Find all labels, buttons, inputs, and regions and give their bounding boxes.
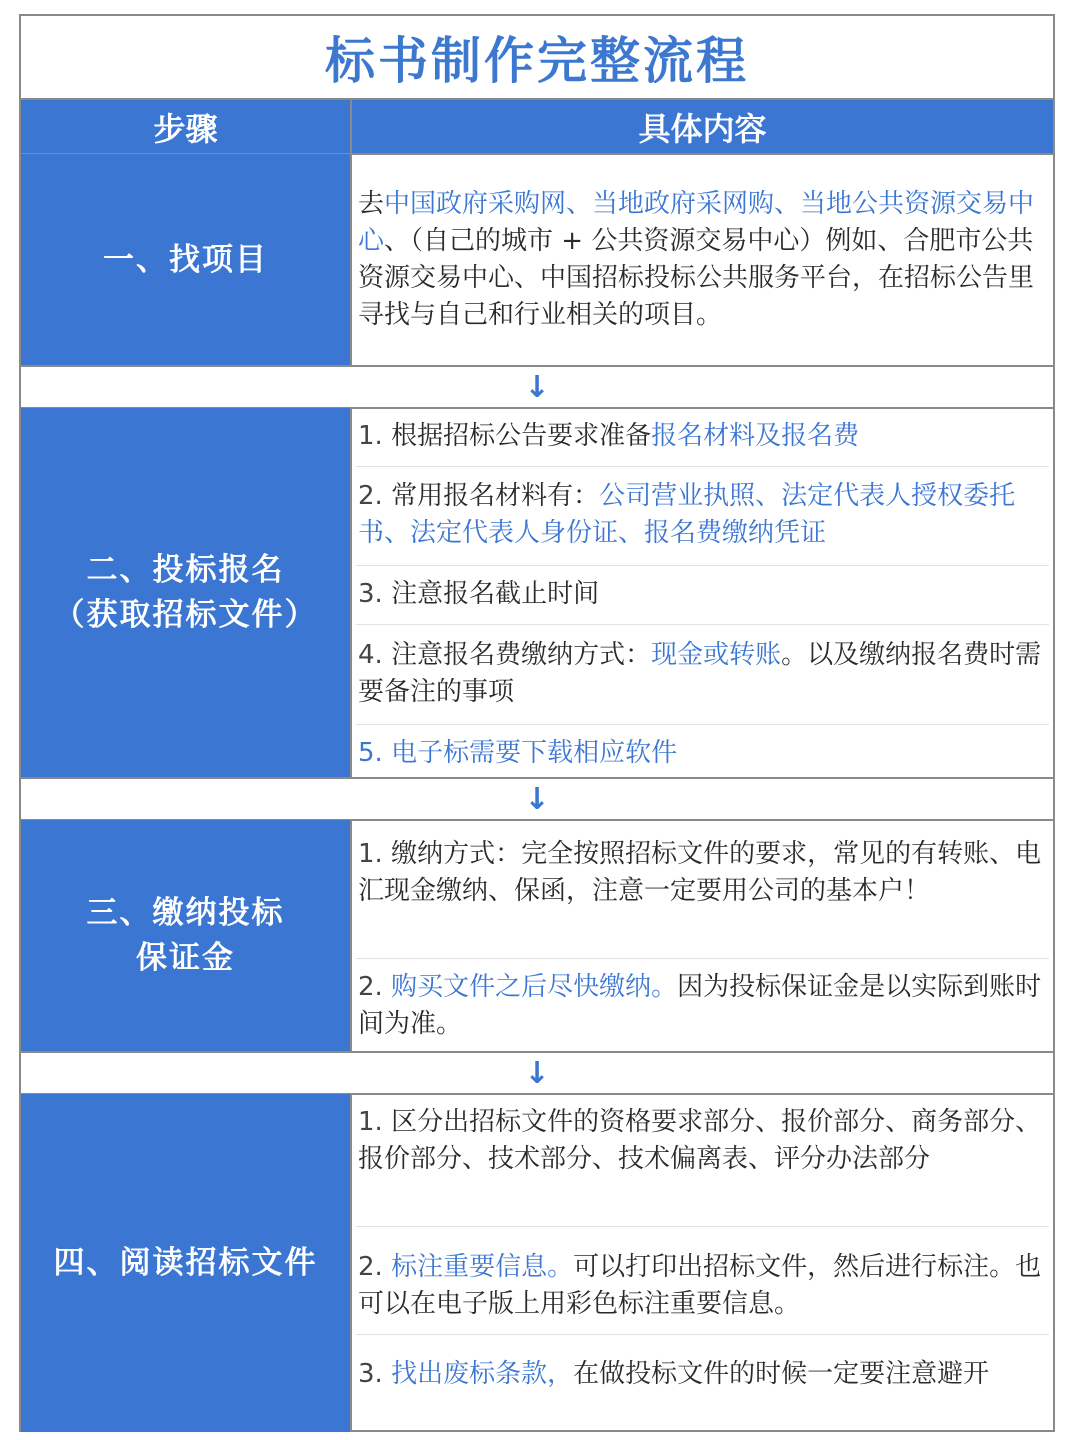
item-number: 4. bbox=[358, 640, 392, 670]
body-text: 、（自己的城市 + 公共资源交易中心）例如、合肥市公共资源交易中心、中国招标投标公共服务平台，在招标公告里寻找与自己和行业相关的项目。 bbox=[358, 226, 1035, 330]
body-text: 注意报名费缴纳方式： bbox=[391, 640, 652, 670]
body-text: 根据招标公告要求准备 bbox=[391, 421, 652, 451]
page-title: 标书制作完整流程 bbox=[21, 16, 1053, 100]
down-arrow-icon: ↓ bbox=[524, 369, 550, 405]
step-2-item-5 bbox=[358, 735, 1049, 772]
header-step: 步骤 bbox=[21, 100, 352, 154]
step-3-item-2 bbox=[358, 969, 1049, 1043]
item-separator bbox=[356, 624, 1049, 625]
step-1-text bbox=[358, 186, 1049, 334]
item-separator bbox=[356, 724, 1049, 725]
step-2-cell bbox=[21, 408, 352, 778]
step-2-item-3 bbox=[358, 576, 1049, 613]
step-4-cell bbox=[21, 1094, 352, 1432]
highlight-text: 中国政府采购网、当地政府采网购、当地公共资源交易中心 bbox=[358, 189, 1035, 256]
step-2-item-4 bbox=[358, 637, 1049, 711]
highlight-text: 标注重要信息。 bbox=[391, 1252, 574, 1282]
step-1-content bbox=[352, 186, 1053, 334]
down-arrow-icon: ↓ bbox=[524, 1055, 550, 1091]
body-text: 可以打印出招标文件，然后进行标注。也可以在电子版上用彩色标注重要信息。 bbox=[358, 1252, 1042, 1319]
body-text: 去 bbox=[358, 189, 385, 219]
item-number: 3. bbox=[358, 579, 392, 609]
highlight-text: 找出废标条款， bbox=[391, 1359, 574, 1389]
step-4-label: 四、阅读招标文件 bbox=[53, 1244, 318, 1281]
item-number: 2. bbox=[358, 1252, 392, 1282]
highlight-text: 现金或转账 bbox=[651, 640, 782, 670]
item-separator bbox=[356, 1334, 1049, 1335]
item-separator bbox=[356, 958, 1049, 959]
item-separator bbox=[356, 1226, 1049, 1227]
item-number: 1. bbox=[358, 1107, 392, 1137]
highlight-text: 电子标需要下载相应软件 bbox=[391, 738, 678, 768]
process-table bbox=[19, 14, 1055, 1432]
step-3-label: 三、缴纳投标 保证金 bbox=[86, 895, 285, 976]
step-4-content bbox=[352, 1094, 1053, 1432]
header-content: 具体内容 bbox=[352, 100, 1053, 154]
step-4-item-2 bbox=[358, 1249, 1049, 1323]
highlight-text: 购买文件之后尽快缴纳。 bbox=[391, 972, 678, 1002]
item-number: 1. bbox=[358, 421, 392, 451]
step-4-item-1 bbox=[358, 1104, 1049, 1178]
body-text: 在做投标文件的时候一定要注意避开 bbox=[573, 1359, 990, 1389]
body-text: 缴纳方式：完全按照招标文件的要求，常见的有转账、电汇现金缴纳、保函，注意一定要用公司的基本户！ bbox=[358, 839, 1042, 906]
step-3-content bbox=[352, 820, 1053, 1052]
item-number: 3. bbox=[358, 1359, 392, 1389]
body-text: 区分出招标文件的资格要求部分、报价部分、商务部分、报价部分、技术部分、技术偏离表、评分办法部分 bbox=[358, 1107, 1042, 1174]
body-text: 注意报名截止时间 bbox=[391, 579, 600, 609]
step-2-label: 二、投标报名 （获取招标文件） bbox=[53, 552, 318, 633]
item-number: 2. bbox=[358, 481, 392, 511]
body-text: 因为投标保证金是以实际到账时间为准。 bbox=[358, 972, 1042, 1039]
step-1-cell bbox=[21, 154, 352, 366]
highlight-text: 公司营业执照、法定代表人授权委托书、法定代表人身份证、报名费缴纳凭证 bbox=[358, 481, 1016, 548]
body-text: 。以及缴纳报名费时需要备注的事项 bbox=[358, 640, 1042, 707]
step-2-item-1 bbox=[358, 418, 1049, 455]
highlight-text: 报名材料及报名费 bbox=[651, 421, 860, 451]
step-2-item-2 bbox=[358, 478, 1049, 552]
item-number: 1. bbox=[358, 839, 392, 869]
step-4-item-3 bbox=[358, 1356, 1049, 1393]
item-separator bbox=[356, 565, 1049, 566]
highlight-text: 5. bbox=[358, 738, 392, 768]
down-arrow-icon: ↓ bbox=[524, 781, 550, 817]
body-text: 常用报名材料有： bbox=[391, 481, 600, 511]
item-separator bbox=[356, 466, 1049, 467]
step-1-label: 一、找项目 bbox=[103, 241, 268, 278]
step-3-item-1 bbox=[358, 836, 1049, 910]
item-number: 2. bbox=[358, 972, 392, 1002]
step-2-content bbox=[352, 408, 1053, 778]
step-3-cell bbox=[21, 820, 352, 1052]
